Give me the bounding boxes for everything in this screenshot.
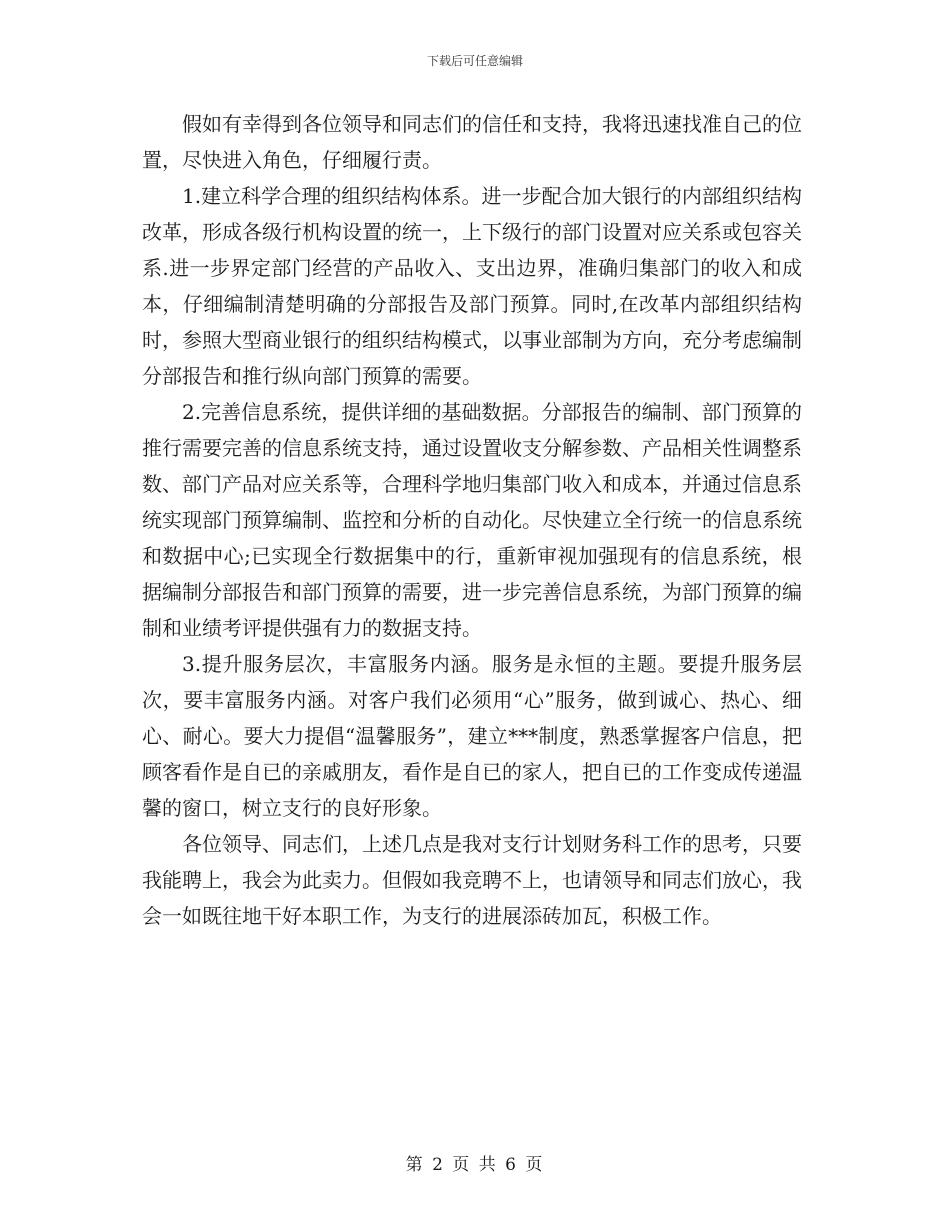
document-body [142,106,802,934]
paragraph-closing: 各位领导、同志们，上述几点是我对支行计划财务科工作的思考，只要我能聘上，我会为此卖力。但假如我竞聘不上，也请领导和同志们放心，我会一如既往地干好本职工作，为支行的进展添砖加瓦，积极工作。 [142,832,802,928]
paragraph-item-2: 2.完善信息系统，提供详细的基础数据。分部报告的编制、部门预算的推行需要完善的信息系统支持，通过设置收支分解参数、产品相关性调整系数、部门产品对应关系等，合理科学地归集部门收入和成本，并通过信息系统实现部门预算编制、监控和分析的自动化。尽快建立全行统一的信息系统和数据中心;已实现全行数据集中的行，重新审视加强现有的信息系统，根据编制分部报告和部门预算的需要，进一步完善信息系统，为部门预算的编制和业绩考评提供强有力的数据支持。 [142,400,802,640]
page-number-footer: 第 2 页 共 6 页 [405,1155,545,1175]
paragraph-intro: 假如有幸得到各位领导和同志们的信任和支持，我将迅速找准自己的位置，尽快进入角色，仔细履行责。 [142,112,802,172]
paragraph-item-3: 3.提升服务层次，丰富服务内涵。服务是永恒的主题。要提升服务层次，要丰富服务内涵。对客户我们必须用“心”服务，做到诚心、热心、细心、耐心。要大力提倡“温馨服务”，建立***制度，熟悉掌握客户信息，把顾客看作是自已的亲戚朋友，看作是自已的家人，把自已的工作变成传递温馨的窗口，树立支行的良好形象。 [142,652,802,820]
paragraph-item-1: 1.建立科学合理的组织结构体系。进一步配合加大银行的内部组织结构改革，形成各级行机构设置的统一，上下级行的部门设置对应关系或包容关系.进一步界定部门经营的产品收入、支出边界，准确归集部门的收入和成本，仔细编制清楚明确的分部报告及部门预算。同时,在改革内部组织结构时，参照大型商业银行的组织结构模式，以事业部制为方向，充分考虑编制分部报告和推行纵向部门预算的需要。 [142,184,802,388]
page-header: 下载后可任意编辑 [426,54,523,68]
